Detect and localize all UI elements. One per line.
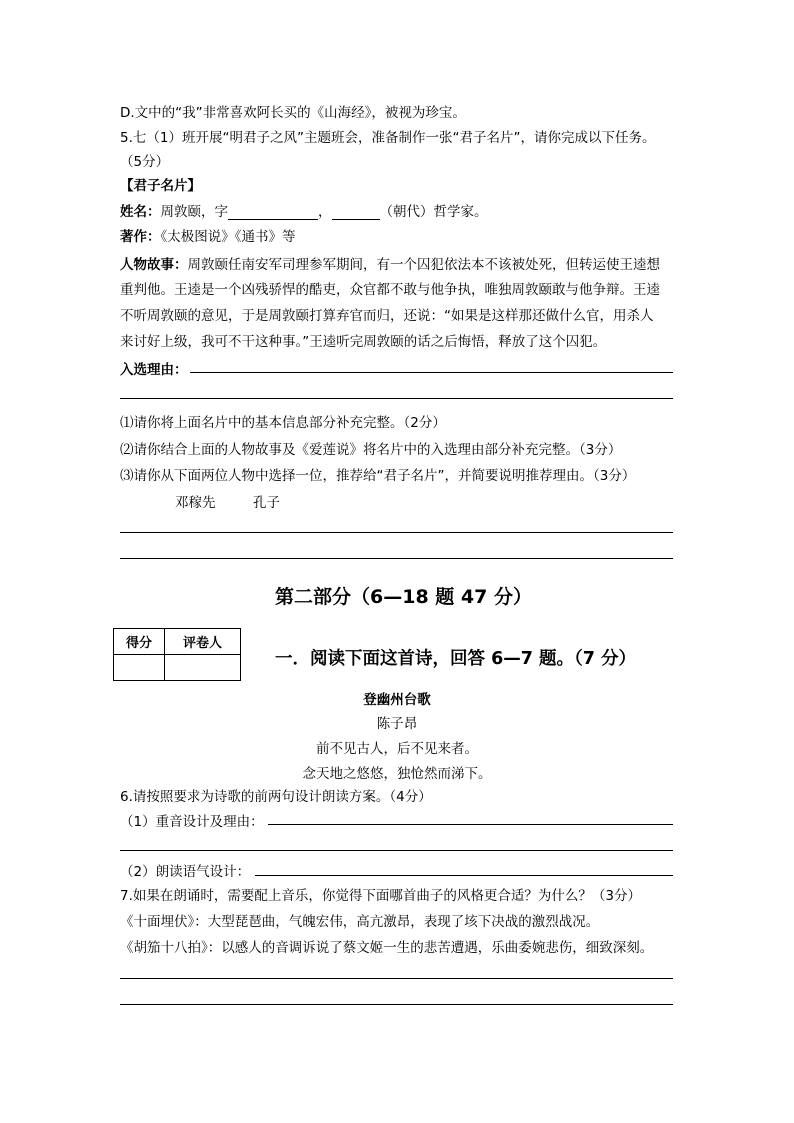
poem-title: 登幽州台歌 (363, 692, 431, 708)
score-cell[interactable] (114, 655, 165, 681)
stress-answer-line-2[interactable] (120, 850, 673, 851)
grader-header: 评卷人 (165, 629, 241, 655)
name-text: 周敦颐，字 (160, 204, 228, 220)
poem-line-2: 念天地之悠悠，独怆然而涕下。 (302, 766, 492, 782)
card-name-row (120, 200, 488, 220)
recommend-answer-line-2[interactable] (120, 558, 673, 559)
story-line1 (120, 253, 660, 273)
recommend-answer-line-1[interactable] (120, 532, 673, 533)
q5-sub3: ⑶请你从下面两位人物中选择一位，推荐给“君子名片”，并简要说明推荐理由。（3分） (120, 468, 636, 484)
q5-stem-line1: 5.七（1）班开展“明君子之风”主题班会，准备制作一张“君子名片”，请你完成以下任务。 (120, 130, 656, 146)
person-option-2: 孔子 (253, 495, 280, 511)
part2-title: 第二部分（6—18 题 47 分） (275, 586, 532, 608)
q7-option-2: 《胡笳十八拍》：以感人的音调诉说了蔡文姬一生的悲苦遭遇，乐曲委婉悲伤，细致深刻。 (120, 940, 654, 956)
dynasty-blank[interactable] (332, 204, 380, 220)
story-line3: 不听周敦颐的意见，于是周敦颐打算弃官而归，还说：“如果是这样那还做什么官，用杀人 (120, 308, 654, 324)
story-line2: 重判他。王逵是一个凶残骄悍的酷吏，众官都不敢与他争执，唯独周敦颐敢与他争辩。王逵 (120, 282, 660, 298)
q7-option-1: 《十面埋伏》：大型琵琶曲，气魄宏伟，高亢激昂，表现了垓下决战的激烈战况。 (120, 914, 600, 930)
name-label: 姓名： (120, 204, 161, 220)
story-text-1: 周敦颐任南安军司理参军期间，有一个囚犯依法本不该被处死，但转运使王逵想 (187, 257, 660, 273)
works-label: 著作： (120, 229, 161, 245)
story-line4: 来讨好上级，我可不干这种事。”王逵听完周敦颐的话之后悔悟，释放了这个囚犯。 (120, 334, 607, 350)
reason-answer-line-1[interactable] (190, 372, 673, 373)
tone-answer-line[interactable] (255, 875, 673, 876)
music-answer-line-1[interactable] (120, 978, 673, 979)
q7-stem: 7.如果在朗诵时，需要配上音乐，你觉得下面哪首曲子的风格更合适？为什么？（3分） (120, 888, 641, 904)
person-option-1: 邓稼先 (175, 495, 216, 511)
works-text: 《太极图说》《通书》等 (160, 229, 296, 245)
card-heading: 【君子名片】 (120, 178, 201, 194)
dynasty-text: （朝代）哲学家。 (379, 204, 488, 220)
card-works-row (120, 225, 296, 245)
name-separator: ， (318, 204, 332, 220)
score-table (113, 628, 241, 681)
reason-label: 入选理由： (120, 362, 188, 378)
poem-author: 陈子昂 (376, 716, 418, 732)
poem-line-1: 前不见古人，后不见来者。 (316, 741, 478, 757)
q6-stem: 6.请按照要求为诗歌的前两句设计朗读方案。（4分） (120, 789, 432, 805)
stress-answer-line-1[interactable] (268, 824, 673, 825)
q6-item2: （2）朗读语气设计： (120, 864, 251, 880)
q5-sub1: ⑴请你将上面名片中的基本信息部分补充完整。（2分） (120, 415, 446, 431)
grader-cell[interactable] (165, 655, 241, 681)
reason-answer-line-2[interactable] (120, 398, 673, 399)
q6-item1: （1）重音设计及理由： (120, 814, 264, 830)
score-header: 得分 (114, 629, 165, 655)
q5-sub2: ⑵请你结合上面的人物故事及《爱莲说》将名片中的入选理由部分补充完整。（3分） (120, 442, 622, 458)
q4-option-d: D.文中的“我”非常喜欢阿长买的《山海经》，被视为珍宝。 (120, 105, 466, 121)
music-answer-line-2[interactable] (120, 1004, 673, 1005)
courtesy-name-blank[interactable] (228, 204, 318, 220)
section-title: 一．阅读下面这首诗，回答 6—7 题。（7 分） (275, 649, 637, 669)
story-label: 人物故事： (120, 257, 188, 273)
q5-stem-line2: （5分） (120, 154, 170, 170)
